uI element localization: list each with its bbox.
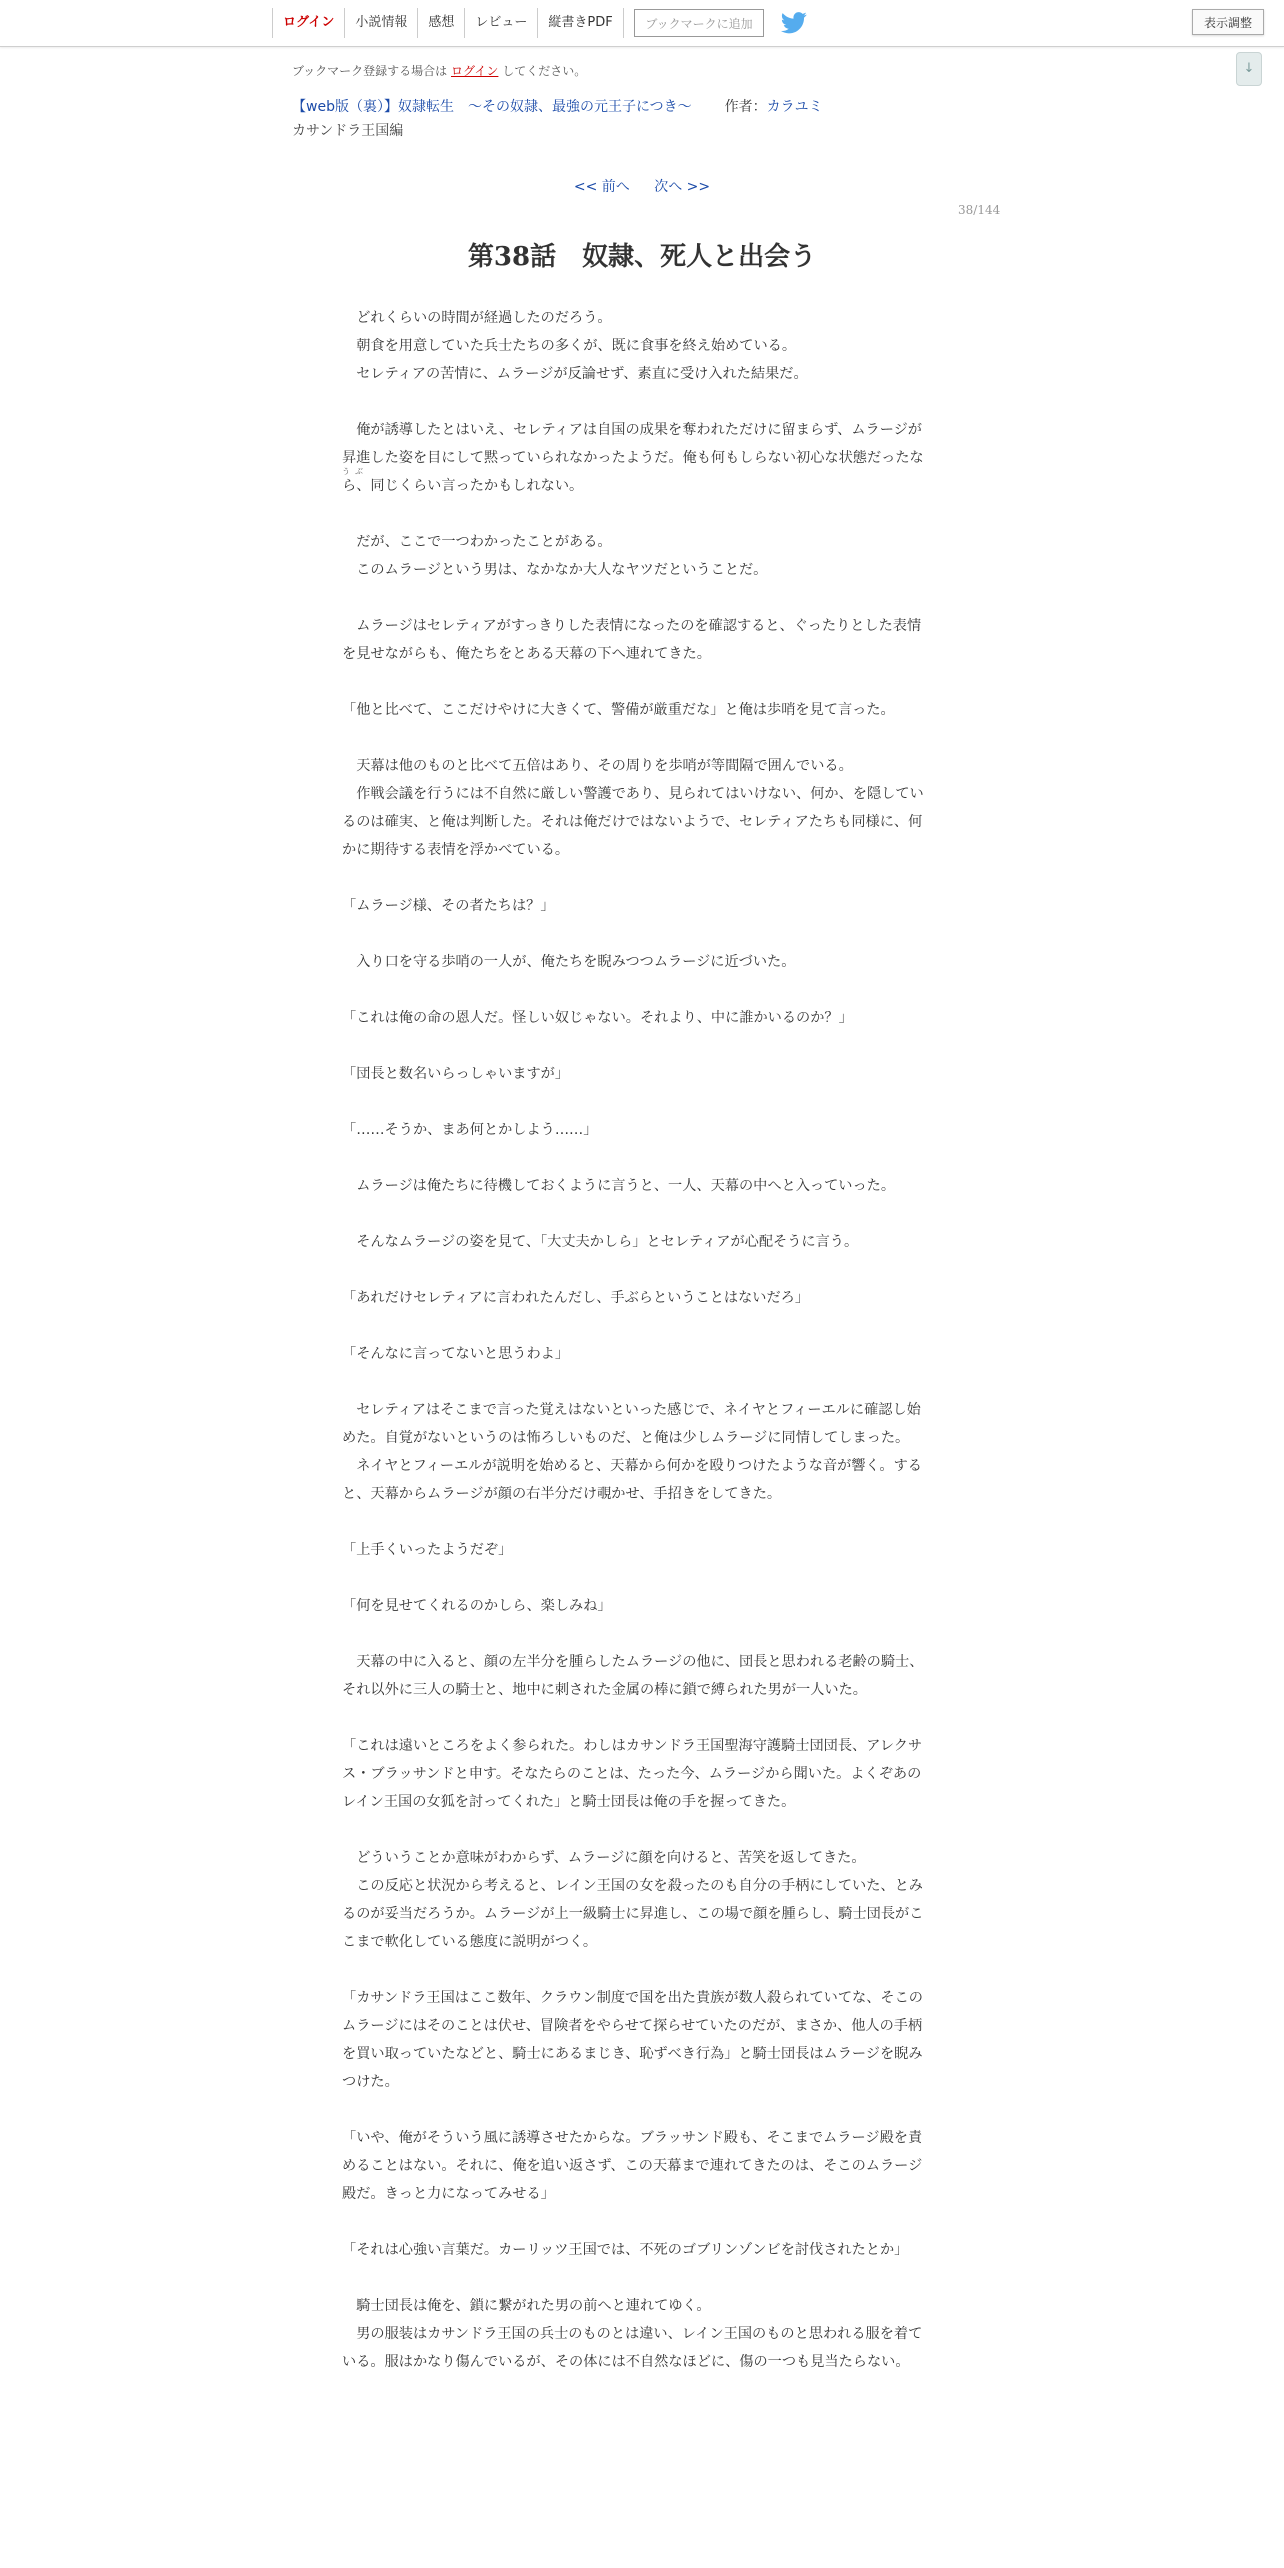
novel-paragraph bbox=[342, 1312, 934, 1340]
nav-vertical-pdf-link[interactable]: 縦書きPDF bbox=[537, 8, 623, 38]
chapter-group-title: カサンドラ王国編 bbox=[292, 123, 404, 139]
novel-paragraph bbox=[342, 1564, 934, 1592]
header-nav bbox=[272, 8, 624, 38]
novel-paragraph: セレティアはそこまで言った覚えはないといった感じで、ネイヤとフィーエルに確認し始めた。自覚がないというのは怖ろしいものだ、と俺は少しムラージに同情してしまった。 bbox=[342, 1402, 921, 1446]
page-number: 38/144 bbox=[958, 203, 1001, 217]
novel-paragraph: セレティアの苦情に、ムラージが反論せず、素直に受け入れた結果だ。 bbox=[342, 366, 808, 382]
novel-paragraph bbox=[342, 388, 934, 416]
novel-paragraph: 「他と比べて、ここだけやけに大きくて、警備が厳重だな」と俺は歩哨を見て言った。 bbox=[342, 702, 895, 718]
novel-paragraph bbox=[342, 668, 934, 696]
novel-paragraph: 「……そうか、まあ何とかしよう……」 bbox=[342, 1122, 598, 1138]
nav-review-link[interactable]: レビュー bbox=[464, 8, 537, 38]
novel-paragraph: 「これは俺の命の恩人だ。怪しい奴じゃない。それより、中に誰かいるのか？」 bbox=[342, 1010, 853, 1026]
novel-body bbox=[342, 304, 934, 2376]
novel-paragraph bbox=[342, 1144, 934, 1172]
novel-paragraph bbox=[342, 1816, 934, 1844]
add-bookmark-button[interactable]: ブックマークに追加 bbox=[634, 9, 764, 37]
nav-impressions-link[interactable]: 感想 bbox=[417, 8, 464, 38]
novel-paragraph: ムラージは俺たちに待機しておくように言うと、一人、天幕の中へと入っていった。 bbox=[342, 1178, 896, 1194]
novel-paragraph: 男の服装はカサンドラ王国の兵士のものとは違い、レイン王国のものと思われる服を着ている。服はかなり傷んでいるが、その体には不自然なほどに、傷の一つも見当たらない。 bbox=[342, 2326, 923, 2370]
novel-paragraph: そんなムラージの姿を見て、「大丈夫かしら」とセレティアが心配そうに言う。 bbox=[342, 1234, 859, 1250]
novel-paragraph bbox=[342, 1956, 934, 1984]
novel-paragraph: 「いや、俺がそういう風に誘導させたからな。ブラッサンド殿も、そこまでムラージ殿を責めることはない。それに、俺を追い返さず、この天幕まで連れてきたのは、そこのムラージ殿だ。きっと力になってみせる」 bbox=[342, 2130, 923, 2202]
novel-paragraph: 「ムラージ様、その者たちは？」 bbox=[342, 898, 555, 914]
novel-paragraph: 入り口を守る歩哨の一人が、俺たちを睨みつつムラージに近づいた。 bbox=[342, 954, 796, 970]
novel-paragraph: 天幕の中に入ると、顔の左半分を腫らしたムラージの他に、団長と思われる老齢の騎士、それ以外に三人の騎士と、地中に刺された金属の棒に鎖で縛られた男が一人いた。 bbox=[342, 1654, 924, 1698]
novel-paragraph bbox=[342, 1508, 934, 1536]
novel-paragraph: ムラージはセレティアがすっきりした表情になったのを確認すると、ぐったりとした表情を見せながらも、俺たちをとある天幕の下へ連れてきた。 bbox=[342, 618, 922, 662]
novel-paragraph: だが、ここで一つわかったことがある。 bbox=[342, 534, 612, 550]
novel-paragraph bbox=[342, 2096, 934, 2124]
novel-paragraph bbox=[342, 1200, 934, 1228]
novel-paragraph bbox=[342, 1368, 934, 1396]
series-title-link[interactable]: 【web版（裏）】奴隷転生 ～その奴隷、最強の元王子につき～ bbox=[292, 99, 692, 115]
novel-paragraph bbox=[342, 724, 934, 752]
author-link[interactable]: カラユミ bbox=[766, 99, 823, 115]
scroll-down-arrow-icon[interactable]: ↓ bbox=[1236, 52, 1262, 86]
novel-paragraph bbox=[342, 976, 934, 1004]
twitter-bird-icon[interactable] bbox=[780, 12, 808, 34]
novel-paragraph: どれくらいの時間が経過したのだろう。 bbox=[342, 310, 612, 326]
ruby-annotation: うぶ bbox=[342, 467, 368, 476]
novel-paragraph: この反応と状況から考えると、レイン王国の女を殺ったのも自分の手柄にしていた、とみるのが妥当だろうか。ムラージが上一級騎士に昇進し、この場で顔を腫らし、騎士団長がここまで軟化している態度に説明がつく。 bbox=[342, 1878, 924, 1950]
novel-paragraph bbox=[342, 1704, 934, 1732]
login-note-before: ブックマーク登録する場合は bbox=[292, 64, 448, 78]
novel-paragraph bbox=[342, 1620, 934, 1648]
novel-paragraph: 作戦会議を行うには不自然に厳しい警護であり、見られてはいけない、何か、を隠しているのは確実、と俺は判断した。それは俺だけではないようで、セレティアたちも同様に、何かに期待する表情を浮かべている。 bbox=[342, 786, 924, 858]
novel-paragraph: 「団長と数名いらっしゃいますが」 bbox=[342, 1066, 570, 1082]
header-bar bbox=[0, 0, 1284, 47]
series-info bbox=[292, 96, 823, 116]
nav-login-link[interactable]: ログイン bbox=[272, 8, 344, 38]
novel-paragraph bbox=[342, 2208, 934, 2236]
novel-paragraph bbox=[342, 584, 934, 612]
novel-paragraph: どういうことか意味がわからず、ムラージに顔を向けると、苦笑を返してきた。 bbox=[342, 1850, 866, 1866]
novel-paragraph bbox=[342, 864, 934, 892]
novel-paragraph bbox=[342, 1256, 934, 1284]
novel-paragraph: 「これは遠いところをよく参られた。わしはカサンドラ王国聖海守護騎士団団長、アレクサス・ブラッサンドと申す。そなたらのことは、たった今、ムラージから聞いた。よくぞあのレイン王国の女狐を討ってくれた」と騎士団長は俺の手を握ってきた。 bbox=[342, 1738, 923, 1810]
next-chapter-link[interactable]: 次へ >> bbox=[654, 179, 711, 195]
novel-paragraph bbox=[342, 1032, 934, 1060]
novel-paragraph: 俺が誘導したとはいえ、セレティアは自国の成果を奪われただけに留まらず、ムラージが昇進した姿を目にして黙っていられなかったようだ。俺も何もしらない初心な状態だったなら、同じくらい言ったかもしれない。 bbox=[342, 422, 924, 494]
login-note bbox=[292, 62, 586, 79]
novel-paragraph: 「それは心強い言葉だ。カーリッツ王国では、不死のゴブリンゾンビを討伐されたとか」 bbox=[342, 2242, 909, 2258]
novel-paragraph bbox=[342, 2264, 934, 2292]
novel-paragraph: 「何を見せてくれるのかしら、楽しみね」 bbox=[342, 1598, 612, 1614]
novel-paragraph: 「そんなに言ってないと思うわよ」 bbox=[342, 1346, 570, 1362]
prev-chapter-link[interactable]: << 前へ bbox=[573, 179, 630, 195]
author-label: 作者： bbox=[724, 99, 767, 115]
login-note-after: してください。 bbox=[502, 64, 587, 78]
novel-paragraph bbox=[342, 1088, 934, 1116]
nav-novel-info-link[interactable]: 小説情報 bbox=[344, 8, 417, 38]
login-note-link[interactable]: ログイン bbox=[451, 64, 499, 78]
novel-paragraph: 天幕は他のものと比べて五倍はあり、その周りを歩哨が等間隔で囲んでいる。 bbox=[342, 758, 853, 774]
chapter-title: 第38話 奴隷、死人と出会う bbox=[467, 242, 817, 272]
novel-paragraph: ネイヤとフィーエルが説明を始めると、天幕から何かを殴りつけたような音が響く。すると、天幕からムラージが顔の右半分だけ覗かせ、手招きをしてきた。 bbox=[342, 1458, 922, 1502]
novel-paragraph bbox=[342, 920, 934, 948]
novel-paragraph: 「カサンドラ王国はここ数年、クラウン制度で国を出た貴族が数人殺られていてな、そこのムラージにはそのことは伏せ、冒険者をやらせて探らせていたのだが、まさか、他人の手柄を買い取っていたなどと、騎士にあるまじき、恥ずべき行為」と騎士団長はムラージを睨みつけた。 bbox=[342, 1990, 923, 2090]
novel-paragraph: 「上手くいったようだぞ」 bbox=[342, 1542, 513, 1558]
display-settings-button[interactable]: 表示調整 bbox=[1192, 9, 1264, 35]
novel-paragraph bbox=[342, 500, 934, 528]
novel-paragraph: 騎士団長は俺を、鎖に繋がれた男の前へと連れてゆく。 bbox=[342, 2298, 711, 2314]
novel-paragraph: 朝食を用意していた兵士たちの多くが、既に食事を終え始めている。 bbox=[342, 338, 797, 354]
novel-paragraph: 「あれだけセレティアに言われたんだし、手ぶらということはないだろ」 bbox=[342, 1290, 810, 1306]
pager bbox=[0, 176, 1284, 196]
novel-paragraph: このムラージという男は、なかなか大人なヤツだということだ。 bbox=[342, 562, 768, 578]
